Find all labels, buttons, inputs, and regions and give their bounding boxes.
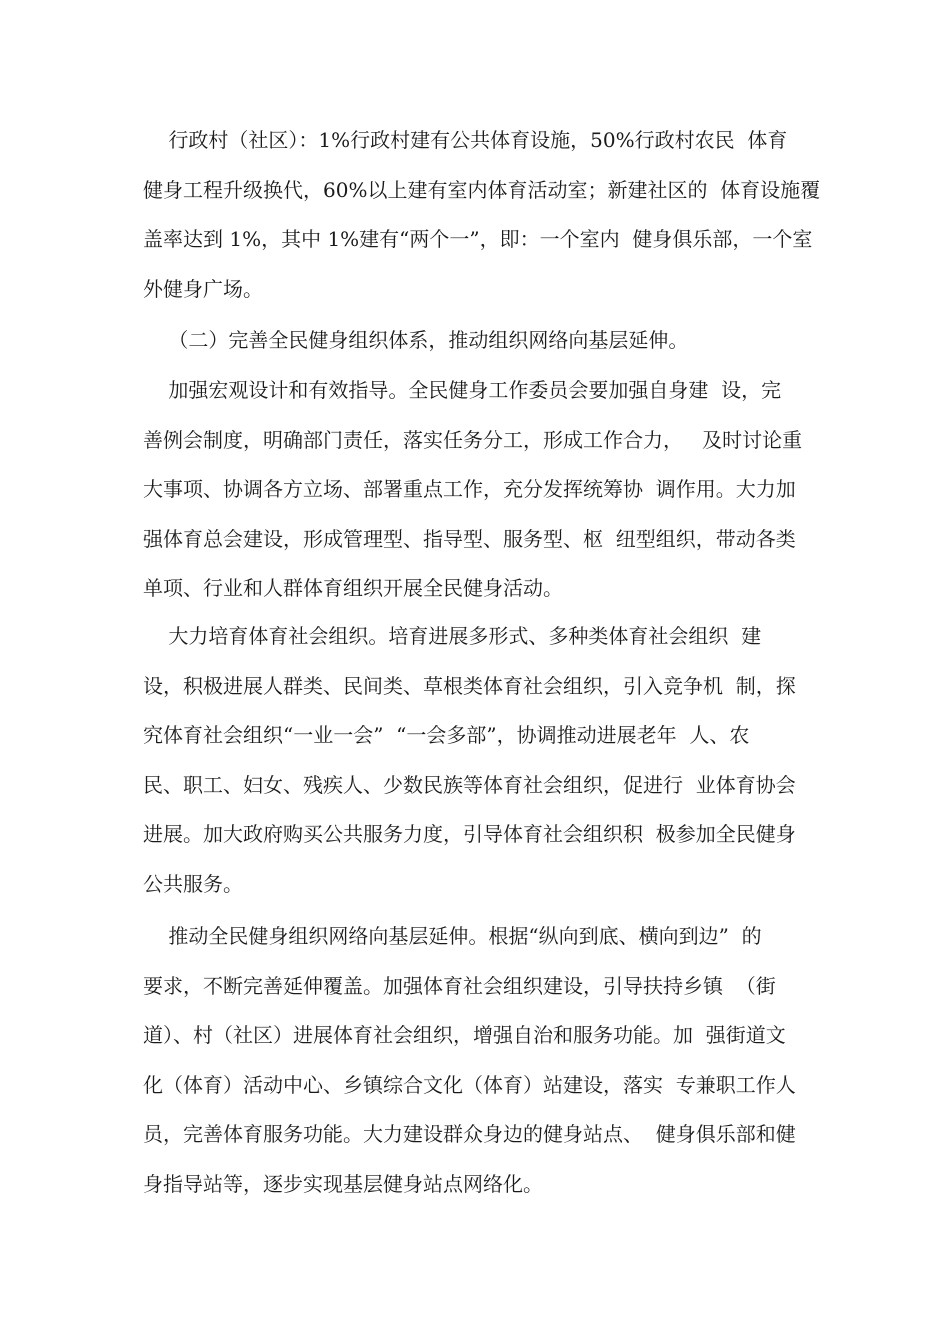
text-line: 单项、行业和人群体育组织开展全民健身活动。 bbox=[143, 576, 563, 600]
text-line: 健身工程升级换代，60%以上建有室内体育活动室；新建社区的 体育设施覆 bbox=[143, 177, 821, 202]
text-line: 行政村（社区）：1%行政村建有公共体育设施，50%行政村农民 体育 bbox=[143, 128, 788, 152]
text-line: 设，积极进展人群类、民间类、草根类体育社会组织，引入竞争机 制，探 bbox=[143, 673, 796, 698]
text-line: 大力培育体育社会组织。培育进展多形式、多种类体育社会组织 建 bbox=[143, 624, 762, 648]
text-line: 外健身广场。 bbox=[143, 276, 263, 301]
text-line: 究体育社会组织“一业一会” “一会多部”，协调推动进展老年 人、农 bbox=[143, 723, 750, 747]
text-line: 加强宏观设计和有效指导。全民健身工作委员会要加强自身建 设，完 bbox=[143, 378, 782, 402]
text-line: 进展。加大政府购买公共服务力度，引导体育社会组织积 极参加全民健身 bbox=[143, 822, 796, 846]
text-line: 民、职工、妇女、残疾人、少数民族等体育社会组织，促进行 业体育协会 bbox=[143, 772, 796, 797]
text-line: 要求，不断完善延伸覆盖。加强体育社会组织建设，引导扶持乡镇 （街 bbox=[143, 973, 776, 998]
text-line: 道）、村（社区）进展体育社会组织，增强自治和服务功能。加 强街道文 bbox=[143, 1023, 786, 1047]
text-line: 推动全民健身组织网络向基层延伸。根据“纵向到底、横向到边” 的 bbox=[143, 924, 762, 948]
text-line: 身指导站等，逐步实现基层健身站点网络化。 bbox=[143, 1171, 543, 1196]
text-line: 盖率达到 1%，其中 1%建有“两个一”，即：一个室内 健身俱乐部，一个室 bbox=[143, 227, 813, 251]
text-line: 强体育总会建设，形成管理型、指导型、服务型、枢 纽型组织，带动各类 bbox=[143, 526, 796, 551]
text-line: 大事项、协调各方立场、部署重点工作，充分发挥统筹协 调作用。大力加 bbox=[143, 477, 796, 501]
text-line: 员，完善体育服务功能。大力建设群众身边的健身站点、 健身俱乐部和健 bbox=[143, 1122, 796, 1146]
text-line: 善例会制度，明确部门责任，落实任务分工，形成工作合力， 及时讨论重 bbox=[143, 427, 803, 452]
text-line: 化（体育）活动中心、乡镇综合文化（体育）站建设，落实 专兼职工作人 bbox=[143, 1072, 796, 1097]
text-line: 公共服务。 bbox=[143, 871, 243, 896]
text-line: （二）完善全民健身组织体系，推动组织网络向基层延伸。 bbox=[143, 328, 689, 352]
